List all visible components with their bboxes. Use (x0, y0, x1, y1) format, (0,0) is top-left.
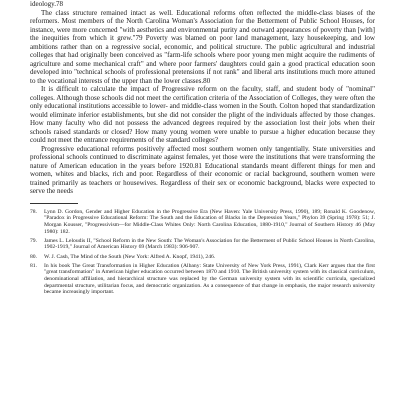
footnote-divider (30, 203, 78, 204)
footnote-number: 79. (30, 237, 37, 244)
footnote-text: Lynn D. Gordon, Gender and Higher Education in the Progressive Era (New Haven: Yale University Press, 1990), 189; Ronald K. Goodenow, "Paradox in Progressive Educational Reform: The South and the Education of Blacks in the Depression Years," Phylon 39 (Spring 1978): 51; J. Morgan Kousser, "Progressivism—for Middle-Class Whites Only: North Carolina Education, 1880-1910," Journal of Southern History 46 (May 1980): 182. (44, 208, 375, 235)
footnotes (30, 209, 375, 297)
footnote (30, 263, 375, 297)
paragraph: It is difficult to calculate the impact of Progressive reform on the faculty, staff, and student body of "nominal" colleges. Although those schools did not meet the certification criteria of the Association of Colleges, they were often the only educational institutions accessible to lower- and middle-class women in the South. Colton hoped that standardization would eliminate inferior establishments, but she did not consider the plight of the individuals affected by those changes. How many faculty who did not possess the advanced degrees required by the association lost their jobs when their schools raised standards or closed? How many young women were unable to pursue a higher education because they could not meet the entrance requirements of the standard colleges? (30, 85, 375, 144)
footnote-number: 78. (30, 208, 37, 215)
footnote-text: W. J. Cash, The Mind of the South (New York: Alfred A. Knopf, 1941), 246. (44, 253, 216, 260)
footnote-text: James L. Leloudis II, "School Reform in the New South: The Woman's Association for the Betterment of Public School Houses in North Carolina, 1902-1919," Journal of American History 69 (March 1983): 906-907. (44, 237, 375, 251)
footnote-number: 80. (30, 253, 37, 260)
footnote-number: 81. (30, 262, 37, 269)
footnote (30, 238, 375, 251)
footnote-text: In his book The Great Transformation in Higher Education (Albany: State University of New York Press, 1991), Clark Kerr argues that the first "great transformation" in American higher education occurred between 1870 and 1910. The British university system with its classical curriculum, denominational affiliation, and hierarchical structure was replaced by the German university system with its scientific curricula, specialized departmental structure, utilitarian focus, and democratic organization. As a consequence of that change in emphasis, the major research university became increasingly important. (44, 262, 375, 296)
paragraph: ideology.78 (30, 0, 64, 8)
journal-page (30, 0, 375, 400)
footnote (30, 254, 375, 261)
footnote (30, 209, 375, 236)
paragraph: Progressive educational reforms positively affected most southern women only tangentially. State universities and professional schools continued to discriminate against females, yet those were the institutions that were transforming the nature of American education in the years before 1920.81 Educational standards meant different things for men and women, whites and blacks, rich and poor. Regardless of their economic or racial background, southern women were trained primarily as teachers or housewives. Regardless of their sex or economic background, blacks were expected to serve the needs (30, 144, 375, 195)
body-text (30, 0, 375, 196)
paragraph: The class structure remained intact as well. Educational reforms often reflected the middle-class biases of the reformers. Most members of the North Carolina Woman's Association for the Betterment of Public School Houses, for instance, were more concerned "with aesthetics and environmental purity and outward appearances of poverty than [with] the inequities from which it grew."79 Poverty was blamed on poor land management, lazy housekeeping, and low ambitions rather than on a regressive social, economic, and political structure. The public agricultural and industrial colleges that had originally been conceived as "farm-life schools where poor young men might acquire the rudiments of agriculture and some mechanical craft" and where poor farmers' daughters could gain a good practical education soon developed into "technical schools of professional pretensions if not rank" and liberal arts institutions much more attuned to the vocational interests of the upper than the lower classes.80 (30, 8, 375, 85)
